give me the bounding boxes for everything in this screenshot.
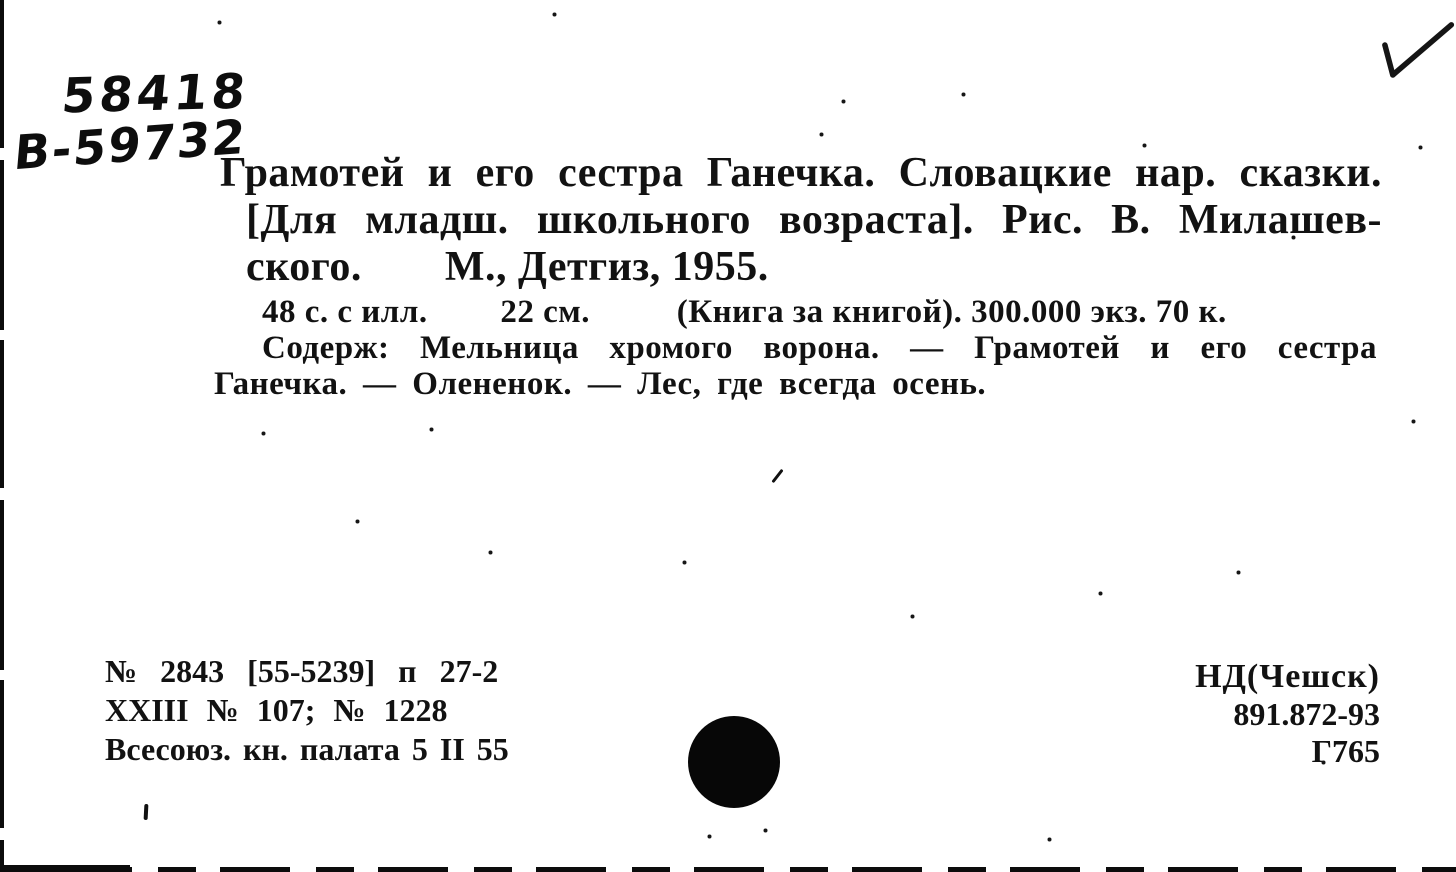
- entry-title-line-2: [Для младш. школьного возраста]. Рис. В. Милашев-: [246, 197, 1382, 243]
- entry-title-continuation: ского.: [246, 244, 362, 290]
- collation-size: 22 см.: [500, 294, 590, 330]
- footer-left-block: [105, 652, 509, 769]
- pen-slash-mark: [771, 469, 783, 483]
- entry-title-line-3: [246, 244, 769, 290]
- scan-noise-specks: [0, 0, 3, 3]
- collation-line: [262, 294, 1227, 330]
- contents-note-line-1: Содерж: Мельница хромого ворона. — Грамотей и его сестра: [262, 330, 1377, 366]
- index-number-line: XXIII № 107; № 1228: [105, 692, 448, 728]
- collation-series-and-print-run: (Книга за книгой). 300.000 экз. 70 к.: [676, 294, 1227, 330]
- handwritten-checkmark-icon: [1368, 10, 1456, 100]
- footer-right-block: [1195, 658, 1380, 770]
- language-code: НД(Чешск): [1195, 658, 1380, 695]
- hole-punch: [688, 716, 780, 808]
- pen-tick-mark: [144, 804, 149, 820]
- contents-note-line-2: Ганечка. — Олененок. — Лес, где всегда осень.: [214, 366, 987, 402]
- udc-classification-number: 891.872-93: [1233, 696, 1380, 732]
- entry-title-line-1: Грамотей и его сестра Ганечка. Словацкие нар. сказки.: [220, 150, 1382, 196]
- card-left-edge: [0, 0, 4, 872]
- entry-imprint: М., Детгиз, 1955.: [444, 244, 769, 290]
- collation-pages: 48 с. с илл.: [262, 294, 428, 330]
- handwritten-accession-number: 58418: [59, 63, 252, 125]
- handwritten-inventory-number: В-59732: [11, 109, 249, 182]
- card-bottom-edge: [0, 867, 1456, 872]
- author-cutter-mark: Г765: [1311, 733, 1380, 769]
- book-chamber-line: Всесоюз. кн. палата 5 II 55: [105, 731, 509, 767]
- registry-number-line: № 2843 [55-5239] п 27-2: [105, 653, 499, 689]
